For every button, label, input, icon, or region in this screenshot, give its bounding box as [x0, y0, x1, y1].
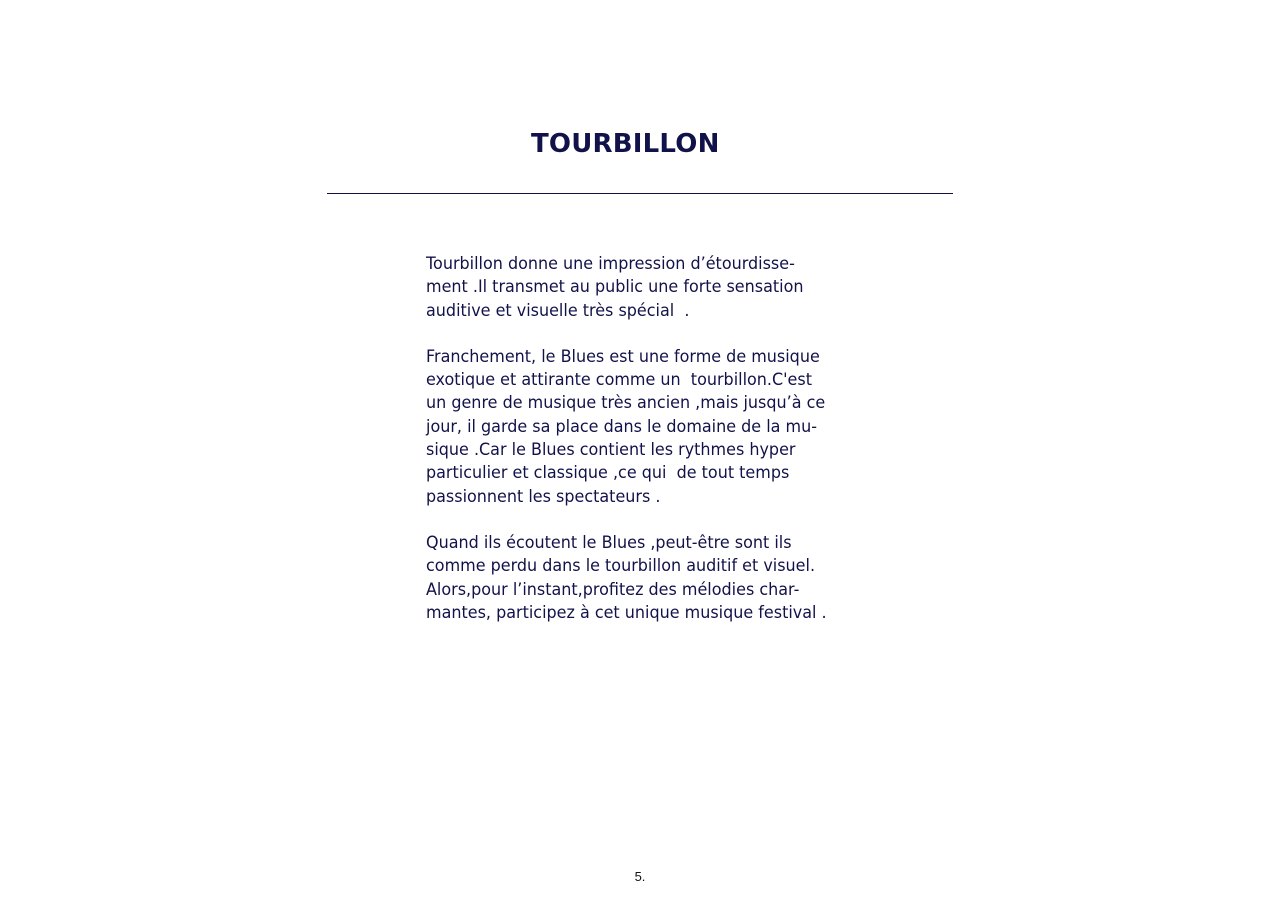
- title-divider: [327, 193, 953, 194]
- text-line: auditive et visuelle très spécial .: [426, 300, 690, 321]
- text-line: Quand ils écoutent le Blues ,peut-être sont ils: [426, 532, 792, 553]
- text-line: sique .Car le Blues contient les rythmes hyper: [426, 440, 796, 461]
- text-line: jour, il garde sa place dans le domaine de la mu-: [426, 416, 817, 437]
- text-line: Franchement, le Blues est une forme de musique: [426, 346, 820, 367]
- body-text: [426, 253, 866, 648]
- text-line: un genre de musique très ancien ,mais jusqu’à ce: [426, 393, 826, 414]
- text-line: passionnent les spectateurs .: [426, 486, 661, 507]
- text-line: ment .Il transmet au public une forte sensation: [426, 277, 804, 298]
- text-line: Alors,pour l’instant,profitez des mélodies char-: [426, 579, 800, 600]
- page-title: TOURBILLON: [531, 129, 720, 159]
- paragraph-2: [426, 346, 866, 509]
- text-line: exotique et attirante comme un tourbillon.C'est: [426, 370, 812, 391]
- paragraph-1: [426, 253, 866, 323]
- text-line: Tourbillon donne une impression d’étourdisse-: [426, 254, 795, 274]
- text-line: comme perdu dans le tourbillon auditif et visuel.: [426, 556, 816, 577]
- page-number: 5.: [634, 869, 646, 884]
- paragraph-3: [426, 532, 866, 625]
- text-line: mantes, participez à cet unique musique festival .: [426, 602, 827, 623]
- text-line: particulier et classique ,ce qui de tout temps: [426, 463, 790, 484]
